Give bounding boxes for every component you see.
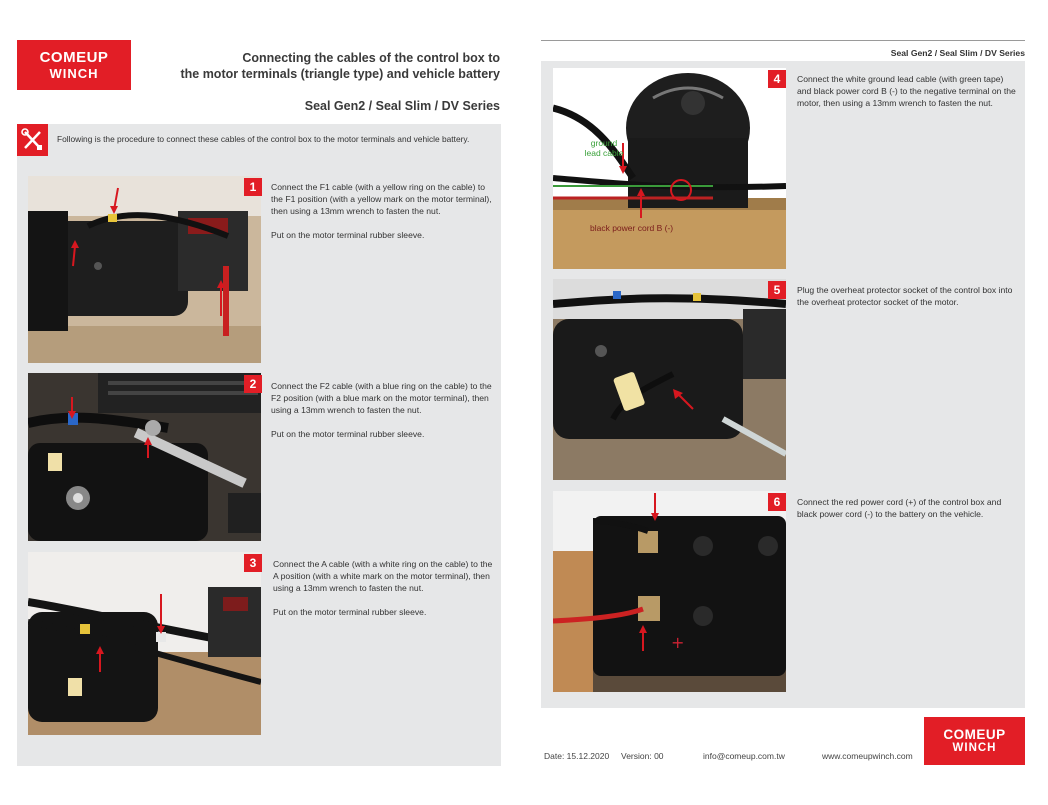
step-2-number: 2	[244, 375, 262, 393]
page-title	[120, 50, 500, 82]
brand-line2: WINCH	[49, 66, 99, 81]
brand-logo-left	[17, 40, 131, 90]
step-1-photo	[28, 176, 261, 363]
intro-text: Following is the procedure to connect these cables of the control box to the motor terminals and vehicle battery.	[57, 134, 470, 144]
step-4-photo	[553, 68, 786, 269]
footer-version: Version: 00	[621, 751, 664, 761]
photo-label-black-cord: black power cord B (-)	[590, 223, 674, 233]
step-1-number: 1	[244, 178, 262, 196]
step-2-note: Put on the motor terminal rubber sleeve.	[271, 429, 425, 439]
step-1-instruction: Connect the F1 cable (with a yellow ring on the cable) to the F1 position (with a yellow mark on the motor terminal), then using a 13mm wrench to fasten the nut.	[271, 182, 492, 216]
brand-logo-right	[924, 717, 1025, 765]
step-3-photo	[28, 552, 261, 735]
brand-line1-right: COMEUP	[943, 726, 1006, 742]
title-line-1: Connecting the cables of the control box to	[242, 51, 500, 65]
ground-label-line: ground lead cable	[584, 138, 624, 158]
photo-label-ground-cable	[578, 138, 630, 158]
footer-date: Date: 15.12.2020	[544, 751, 610, 761]
step-5-text: Plug the overheat protector socket of the control box into the overheat protector socket of the motor.	[797, 285, 1013, 307]
step-6-number: 6	[768, 493, 786, 511]
series-label-left: Seal Gen2 / Seal Slim / DV Series	[304, 99, 500, 113]
step-1-text	[271, 181, 495, 253]
footer-website: www.comeupwinch.com	[822, 751, 913, 761]
step-6-photo	[553, 491, 786, 692]
step-3-number: 3	[244, 554, 262, 572]
title-line-2: the motor terminals (triangle type) and vehicle battery	[180, 67, 500, 81]
step-3-instruction: Connect the A cable (with a white ring on the cable) to the A position (with a white mark on the motor terminal), then using a 13mm wrench to fasten the nut.	[273, 559, 493, 593]
step-2-text	[271, 380, 495, 452]
step-5-photo	[553, 279, 786, 480]
step-3-note: Put on the motor terminal rubber sleeve.	[273, 607, 427, 617]
brand-line1: COMEUP	[39, 49, 109, 66]
step-4-text: Connect the white ground lead cable (with green tape) and black power cord B (-) to the negative terminal on the motor, then using a 13mm wrench to fasten the nut.	[797, 74, 1016, 108]
tools-icon	[17, 124, 48, 156]
step-2-photo	[28, 373, 261, 541]
series-label-right: Seal Gen2 / Seal Slim / DV Series	[890, 48, 1025, 58]
step-3-text	[273, 558, 495, 630]
step-6-text: Connect the red power cord (+) of the control box and black power cord (-) to the battery on the vehicle.	[797, 497, 1002, 519]
step-1-note: Put on the motor terminal rubber sleeve.	[271, 230, 425, 240]
step-4-number: 4	[768, 70, 786, 88]
footer-email: info@comeup.com.tw	[703, 751, 785, 761]
header-divider	[541, 40, 1025, 41]
svg-text:+: +	[671, 633, 685, 652]
step-5-number: 5	[768, 281, 786, 299]
brand-line2-right: WINCH	[952, 742, 997, 754]
step-2-instruction: Connect the F2 cable (with a blue ring on the cable) to the F2 position (with a blue mark on the motor terminal), then using a 13mm wrench to fasten the nut.	[271, 381, 492, 415]
